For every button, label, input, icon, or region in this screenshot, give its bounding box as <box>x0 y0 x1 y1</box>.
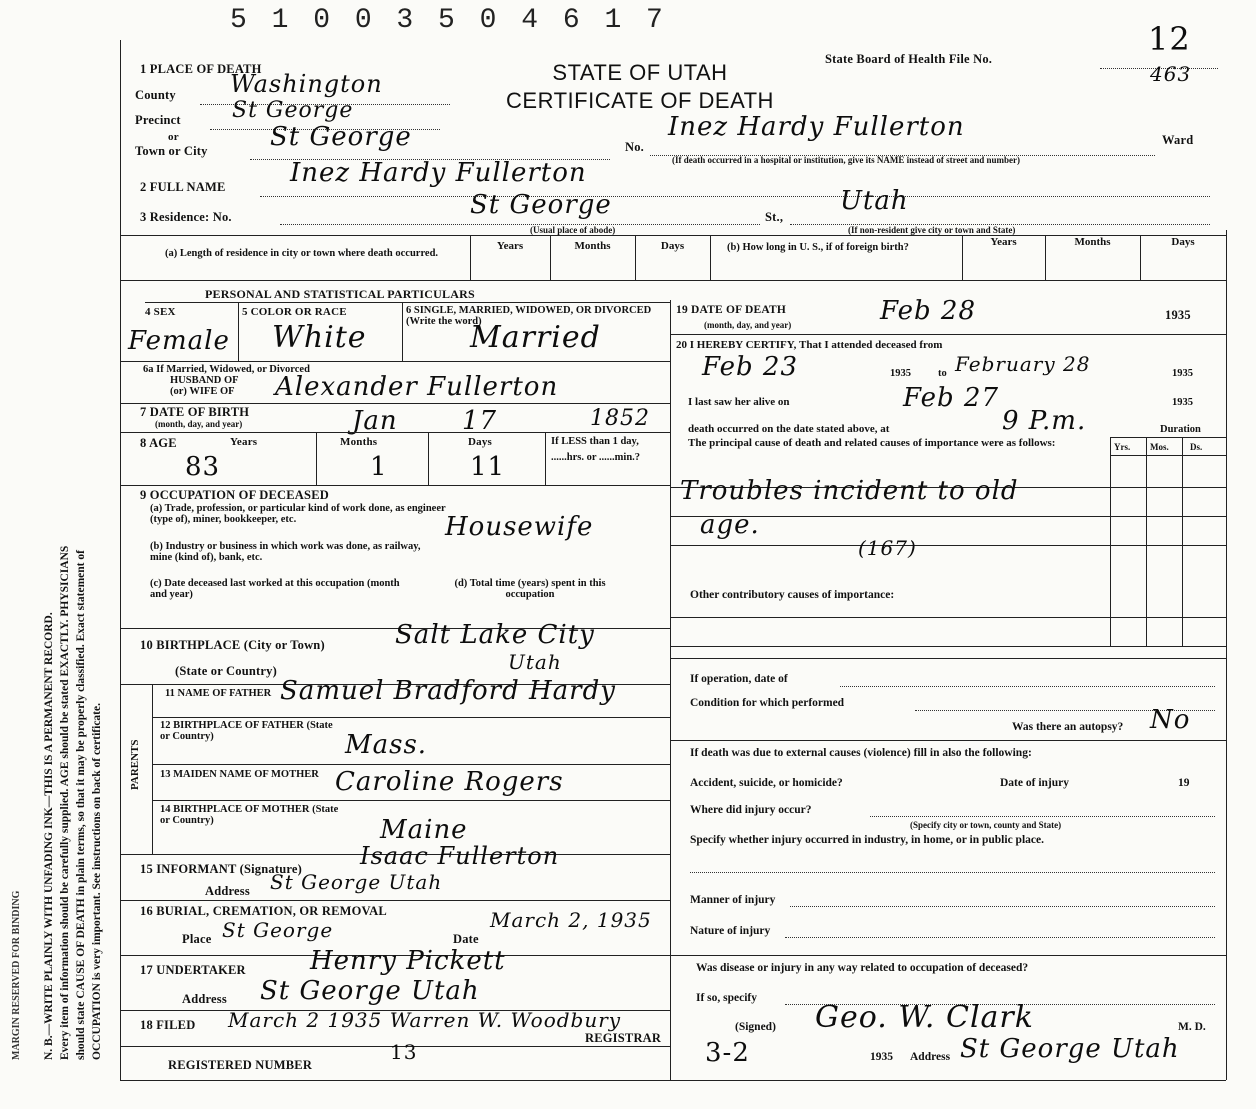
st-label: St., <box>765 210 784 224</box>
sex-v <box>238 303 239 361</box>
contrib-r1 <box>670 617 1226 618</box>
dur-head-bottom <box>1110 455 1226 456</box>
row8-bottom <box>120 485 670 486</box>
or-label: or <box>168 131 179 143</box>
death-year: 1935 <box>1165 308 1191 322</box>
frame-left <box>120 40 121 1080</box>
town-value: St George <box>270 122 412 152</box>
spouse-label-c: (or) WIFE OF <box>170 386 235 397</box>
dur-mos: Mos. <box>1150 442 1169 452</box>
age-v1 <box>316 432 317 485</box>
color-value: White <box>272 320 367 355</box>
dob-year: 1852 <box>590 406 650 431</box>
md-label: M. D. <box>1178 1021 1206 1033</box>
dur-v3 <box>1182 437 1183 647</box>
death-sub: (month, day, and year) <box>704 320 792 330</box>
county-value: Washington <box>230 70 383 98</box>
instruction-line-2: Every item of information should be carefully supplied. AGE should be stated EXACTLY. PHYSICIANS <box>59 545 71 1060</box>
cause-code: (167) <box>858 536 917 560</box>
duration-label: Duration <box>1160 424 1201 435</box>
birthplace-label: 10 BIRTHPLACE (City or Town) <box>140 638 325 652</box>
dur-r3 <box>670 545 1226 546</box>
marital-value: Married <box>470 320 601 355</box>
dob-month: Jan <box>352 406 398 436</box>
industry-label: Specify whether injury occurred in industry, in home, or in public place. <box>690 834 1044 846</box>
board-label: State Board of Health File No. <box>825 52 993 66</box>
to-label: to <box>938 368 947 379</box>
last-saw-year: 1935 <box>1172 397 1193 408</box>
certificate-title: CERTIFICATE OF DEATH <box>506 88 774 113</box>
county-label: County <box>135 88 176 102</box>
regnum-value: 13 <box>390 1040 418 1064</box>
mother-bp-value: Maine <box>380 815 468 845</box>
birthplace-value: Salt Lake City <box>395 620 595 650</box>
mother-bp-label: 14 BIRTHPLACE OF MOTHER (State or Country) <box>160 804 339 826</box>
us-label: (b) How long in U. S., if of foreign birth? <box>727 242 909 253</box>
undertaker-label: 17 UNDERTAKER <box>140 963 246 977</box>
father-label: 11 NAME OF FATHER <box>165 688 272 699</box>
informant-label: 15 INFORMANT (Signature) <box>140 862 302 876</box>
cause-1: Troubles incident to old <box>680 476 1019 506</box>
frame-right <box>1226 230 1227 1080</box>
hospital-note: (If death occurred in a hospital or institution, give its NAME instead of street and number) <box>672 155 1021 165</box>
where-note: (Specify city or town, county and State) <box>910 820 1062 830</box>
occ-value: Housewife <box>445 512 594 542</box>
residence-label: 3 Residence: No. <box>140 210 232 224</box>
color-v <box>402 303 403 361</box>
dob-day: 17 <box>462 406 498 436</box>
row7-bottom <box>120 432 670 433</box>
res-v4 <box>710 235 711 280</box>
no-label: No. <box>625 140 645 154</box>
age-months-label: Months <box>340 436 378 448</box>
last-saw-label: I last saw her alive on <box>688 396 790 408</box>
signed-value: Geo. W. Clark <box>815 1000 1034 1035</box>
operation-line <box>840 686 1215 687</box>
dur-yrs: Yrs. <box>1114 442 1131 452</box>
informant-address-label: Address <box>205 884 250 898</box>
op-top <box>670 658 1226 659</box>
regnum-label: REGISTERED NUMBER <box>168 1058 313 1072</box>
industry-line <box>690 872 1215 873</box>
cause-label: The principal cause of death and related causes of importance were as follows: <box>688 437 1056 449</box>
father-bottom <box>152 717 670 718</box>
spouse-value: Alexander Fullerton <box>275 372 559 402</box>
burial-label: 16 BURIAL, CREMATION, OR REMOVAL <box>140 904 387 918</box>
ext-bottom <box>670 955 1226 956</box>
father-bp-label: 12 BIRTHPLACE OF FATHER (State or Country) <box>160 720 333 742</box>
row19-bottom <box>670 334 1226 335</box>
row4-bottom <box>120 361 670 362</box>
full-name-label: 2 FULL NAME <box>140 180 226 194</box>
manner-line <box>790 906 1215 907</box>
instruction-line-3: should state CAUSE OF DEATH in plain terms, so that it may be properly classified. Exact statement of <box>75 550 87 1060</box>
where-line <box>870 816 1215 817</box>
age-days-label: Days <box>468 436 493 448</box>
address-value: St George Utah <box>960 1034 1180 1064</box>
op-bottom <box>670 740 1226 741</box>
personal-heading: PERSONAL AND STATISTICAL PARTICULARS <box>205 287 475 301</box>
precinct-label: Precinct <box>135 113 181 127</box>
contributory-label: Other contributory causes of importance: <box>690 589 895 601</box>
parents-v <box>152 684 153 854</box>
personal-rule <box>145 302 670 303</box>
sex-label: 4 SEX <box>145 306 176 318</box>
father-bp-bottom <box>152 764 670 765</box>
age-v2 <box>428 432 429 485</box>
serial-number: 5 1 0 0 3 5 0 4 6 1 7 <box>230 5 667 36</box>
center-divider <box>670 300 671 1080</box>
birth-state-label: (State or Country) <box>175 664 277 678</box>
state-title: STATE OF UTAH <box>552 60 728 85</box>
mother-bottom <box>152 800 670 801</box>
if-so-label: If so, specify <box>696 992 758 1004</box>
occ-b: (b) Industry or business in which work was done, as railway, mine (kind of), bank, etc. <box>150 541 421 563</box>
nature-line <box>785 937 1215 938</box>
death-label: 19 DATE OF DEATH <box>676 304 787 316</box>
age-months: 1 <box>370 452 388 482</box>
date-injury-label: Date of injury <box>1000 777 1069 789</box>
usual-note: (Usual place of abode) <box>530 225 616 235</box>
full-name-value: Inez Hardy Fullerton <box>290 158 587 188</box>
ward-label: Ward <box>1162 133 1194 147</box>
age-days: 11 <box>470 452 506 482</box>
occ-d: (d) Total time (years) spent in this occupation <box>454 578 606 600</box>
marital-label: 6 SINGLE, MARRIED, WIDOWED, OR DIVORCED (Write the word) <box>406 305 652 327</box>
dur-ds: Ds. <box>1190 442 1203 452</box>
to-date: February 28 <box>955 352 1091 376</box>
color-label: 5 COLOR OR RACE <box>242 306 347 318</box>
undertaker-address-label: Address <box>182 992 227 1006</box>
condition-label: Condition for which performed <box>690 697 845 709</box>
signed-label: (Signed) <box>735 1021 776 1033</box>
res-years-hdr: Years <box>496 240 524 252</box>
nature-label: Nature of injury <box>690 925 771 937</box>
from-date: Feb 23 <box>702 352 798 382</box>
place-label: 1 PLACE OF DEATH <box>140 62 262 76</box>
res-days-hdr: Days <box>660 240 685 252</box>
informant-value: Isaac Fullerton <box>360 842 560 870</box>
instruction-line-1: N. B.—WRITE PLAINLY WITH UNFADING INK—THIS IS A PERMANENT RECORD. <box>43 612 55 1060</box>
nonres-note: (If non-resident give city or town and State) <box>848 225 1016 235</box>
residence-value: St George <box>470 190 612 220</box>
age-years-label: Years <box>230 436 258 448</box>
dur-v2 <box>1146 437 1147 647</box>
town-label: Town or City <box>135 144 208 158</box>
occurred-time: 9 P.m. <box>1002 406 1087 436</box>
last-saw-date: Feb 27 <box>903 383 999 413</box>
to-year: 1935 <box>1172 368 1193 379</box>
res-bottom <box>120 280 1226 281</box>
less-label: If LESS than 1 day, ......hrs. or ......min.? <box>551 436 641 463</box>
from-year: 1935 <box>890 368 911 379</box>
where-label: Where did injury occur? <box>690 804 812 816</box>
related-label: Was disease or injury in any way related to occupation of deceased? <box>696 962 1029 974</box>
father-value: Samuel Bradford Hardy <box>280 676 616 706</box>
dob-label: 7 DATE OF BIRTH <box>140 405 250 419</box>
dur-v1 <box>1110 437 1111 647</box>
place-burial-label: Place <box>182 932 212 946</box>
parents-label: PARENTS <box>129 739 141 790</box>
autopsy-value: No <box>1150 705 1191 735</box>
informant-address: St George Utah <box>270 870 443 894</box>
dob-sub: (month, day, and year) <box>155 419 243 429</box>
sex-value: Female <box>128 326 230 356</box>
occ-a: (a) Trade, profession, or particular kind of work done, as engineer (type of), miner, bookkeeper, etc. <box>150 503 446 525</box>
no-value: Inez Hardy Fullerton <box>668 112 965 142</box>
signed-year: 1935 <box>870 1051 893 1063</box>
certify-text: 20 I HEREBY CERTIFY, That I attended deceased from <box>676 339 943 351</box>
signed-date: 3-2 <box>705 1038 750 1068</box>
occurred-label: death occurred on the date stated above, at <box>688 423 890 435</box>
manner-label: Manner of injury <box>690 894 776 906</box>
dur-top <box>1110 437 1226 438</box>
external-label: If death was due to external causes (violence) fill in also the following: <box>690 747 1032 759</box>
residence-state: Utah <box>840 186 909 216</box>
undertaker-value: Henry Pickett <box>310 946 506 976</box>
full-name-line <box>260 196 1210 197</box>
burial-date: March 2, 1935 <box>490 908 652 932</box>
burial-date-label: Date <box>453 932 479 946</box>
file-number: 463 <box>1150 62 1192 86</box>
row15-bottom <box>120 900 670 901</box>
us-days-hdr: Days <box>1171 236 1195 248</box>
us-months-hdr: Months <box>1074 236 1111 248</box>
birth-state-value: Utah <box>508 650 562 674</box>
filed-value: March 2 1935 Warren W. Woodbury <box>228 1008 622 1032</box>
precinct-value: St George <box>232 98 354 123</box>
burial-place: St George <box>222 918 334 942</box>
spouse-label-a: 6a If Married, Widowed, or Divorced <box>143 364 310 375</box>
age-years: 83 <box>185 452 221 482</box>
accident-label: Accident, suicide, or homicide? <box>690 777 843 789</box>
registrar-label: REGISTRAR <box>585 1031 662 1045</box>
spouse-label-b: HUSBAND OF <box>170 375 239 386</box>
page-number: 12 <box>1148 20 1191 58</box>
death-date: Feb 28 <box>880 296 976 326</box>
contrib-r2 <box>670 646 1226 647</box>
instruction-line-4: OCCUPATION is very important. See instructions on back of certificate. <box>91 703 103 1060</box>
mother-value: Caroline Rogers <box>335 767 564 797</box>
occ-c: (c) Date deceased last worked at this occupation (month and year) <box>150 578 400 600</box>
occ-label: 9 OCCUPATION OF DECEASED <box>140 488 329 502</box>
margin-note: MARGIN RESERVED FOR BINDING <box>11 890 22 1060</box>
autopsy-label: Was there an autopsy? <box>1012 721 1124 733</box>
us-years-hdr: Years <box>990 236 1017 248</box>
frame-bottom <box>120 1080 1226 1081</box>
operation-label: If operation, date of <box>690 673 788 685</box>
length-label: (a) Length of residence in city or town where death occurred. <box>165 248 439 259</box>
undertaker-address: St George Utah <box>260 976 480 1006</box>
filed-label: 18 FILED <box>140 1018 196 1032</box>
age-v3 <box>545 432 546 485</box>
age-label: 8 AGE <box>140 436 177 450</box>
residence-line <box>280 224 760 225</box>
father-bp-value: Mass. <box>345 730 428 760</box>
res-months-hdr: Months <box>574 240 611 252</box>
mother-label: 13 MAIDEN NAME OF MOTHER <box>160 769 319 780</box>
address-label: Address <box>910 1051 951 1063</box>
year-19: 19 <box>1178 777 1190 789</box>
row6a-bottom <box>120 403 670 404</box>
cause-2: age. <box>700 510 760 540</box>
